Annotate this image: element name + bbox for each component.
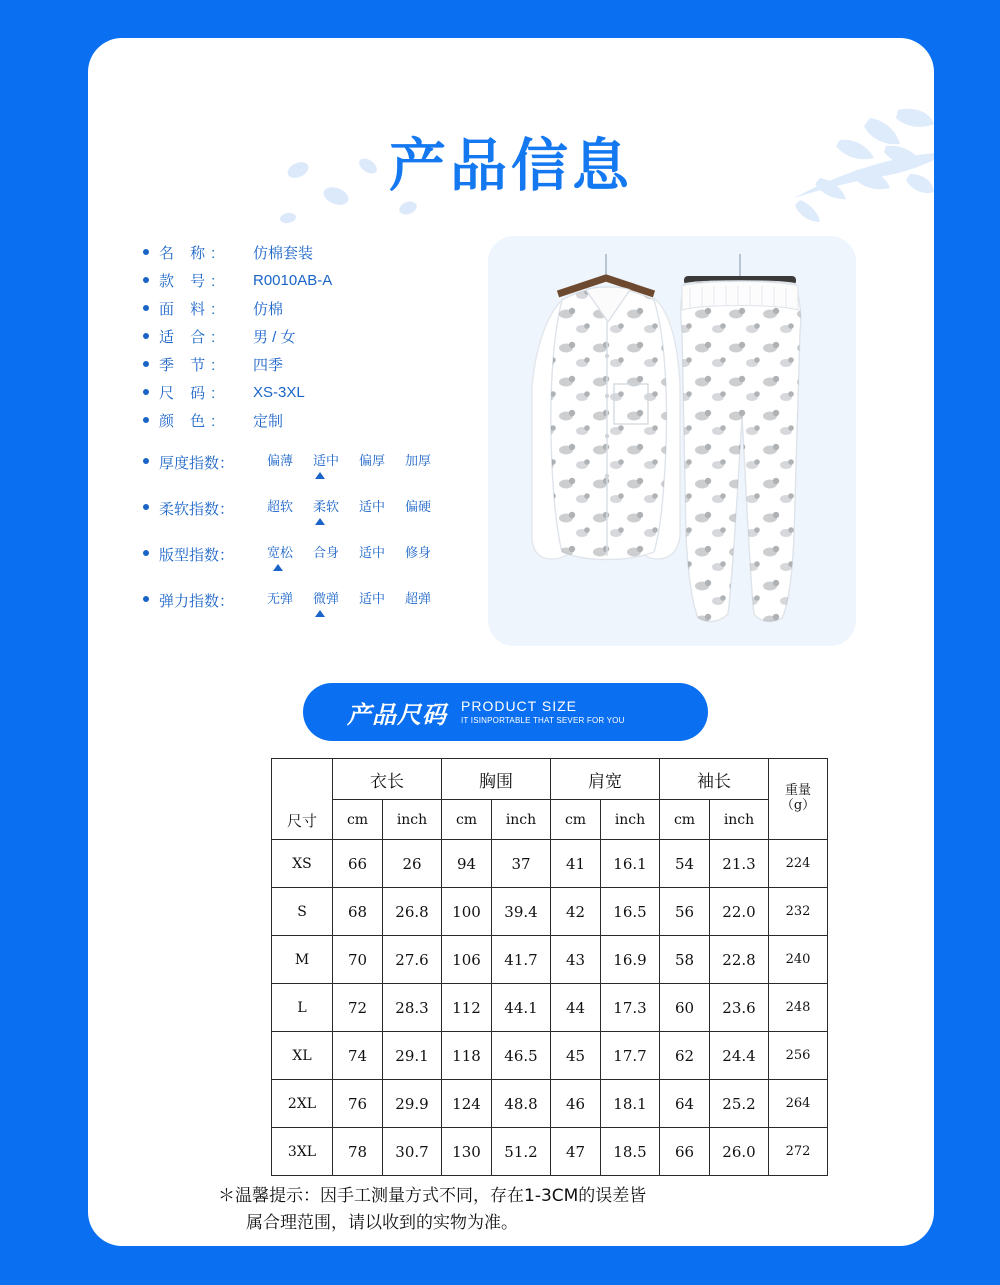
cell: 100 xyxy=(442,888,492,936)
cell: 18.1 xyxy=(601,1080,660,1128)
table-unit-header: inch xyxy=(710,800,769,840)
cell: 22.0 xyxy=(710,888,769,936)
size-banner-title: 产品尺码 xyxy=(347,700,447,729)
weight-header-line2: （g） xyxy=(780,798,816,813)
cell: 26.0 xyxy=(710,1128,769,1176)
spec-row xyxy=(143,294,503,322)
row-weight: 240 xyxy=(769,936,828,984)
bullet-icon xyxy=(143,458,149,464)
cell: 47 xyxy=(551,1128,601,1176)
row-weight: 264 xyxy=(769,1080,828,1128)
index-row-elasticity xyxy=(143,588,543,612)
cell: 130 xyxy=(442,1128,492,1176)
page-title: 产品信息 xyxy=(389,133,633,199)
table-corner-header: 尺寸 xyxy=(272,759,333,840)
row-size: XL xyxy=(272,1032,333,1080)
note-line2: 属合理范围，请以收到的实物为准。 xyxy=(246,1213,518,1234)
index-list xyxy=(143,450,543,634)
spec-label: 面 料: xyxy=(159,300,222,318)
index-row-thickness xyxy=(143,450,543,474)
spec-list xyxy=(143,238,503,434)
table-unit-header: inch xyxy=(601,800,660,840)
spec-row xyxy=(143,350,503,378)
table-unit-header: cm xyxy=(442,800,492,840)
scale-option: 合身 xyxy=(312,545,339,560)
index-scale xyxy=(259,450,439,474)
note-line1: ＊温馨提示：因手工测量方式不同，存在1-3CM的误差皆 xyxy=(218,1186,647,1206)
row-size: L xyxy=(272,984,333,1032)
row-size: XS xyxy=(272,840,333,888)
index-label: 厚度指数： xyxy=(159,455,235,472)
scale-marker-icon xyxy=(315,610,325,617)
table-row xyxy=(272,984,828,1032)
cell: 54 xyxy=(660,840,710,888)
row-weight: 256 xyxy=(769,1032,828,1080)
weight-header-line1: 重量 xyxy=(784,783,811,799)
cell: 29.9 xyxy=(383,1080,442,1128)
bullet-icon xyxy=(143,550,149,556)
row-size: 2XL xyxy=(272,1080,333,1128)
cell: 106 xyxy=(442,936,492,984)
row-weight: 232 xyxy=(769,888,828,936)
spec-value: 仿棉套装 xyxy=(253,244,314,262)
scale-option: 偏厚 xyxy=(358,453,385,468)
cell: 41.7 xyxy=(492,936,551,984)
table-row xyxy=(272,936,828,984)
cell: 60 xyxy=(660,984,710,1032)
scale-option: 偏硬 xyxy=(404,499,431,514)
scale-option: 适中 xyxy=(358,499,385,514)
cell: 46.5 xyxy=(492,1032,551,1080)
cell: 68 xyxy=(333,888,383,936)
scale-marker-icon xyxy=(273,564,283,571)
spec-label: 款 号: xyxy=(159,272,222,290)
spec-label: 季 节: xyxy=(159,356,222,374)
table-group-header: 肩宽 xyxy=(551,759,660,800)
spec-row xyxy=(143,238,503,266)
cell: 51.2 xyxy=(492,1128,551,1176)
cell: 28.3 xyxy=(383,984,442,1032)
scale-option: 超弹 xyxy=(404,591,431,606)
scale-option: 加厚 xyxy=(404,453,431,468)
cell: 66 xyxy=(660,1128,710,1176)
row-size: M xyxy=(272,936,333,984)
index-row-softness xyxy=(143,496,543,520)
cell: 42 xyxy=(551,888,601,936)
cell: 30.7 xyxy=(383,1128,442,1176)
cell: 41 xyxy=(551,840,601,888)
bullet-icon xyxy=(143,389,149,395)
table-row xyxy=(272,1128,828,1176)
table-weight-header xyxy=(769,759,828,840)
cell: 39.4 xyxy=(492,888,551,936)
cell: 44.1 xyxy=(492,984,551,1032)
cell: 29.1 xyxy=(383,1032,442,1080)
cell: 45 xyxy=(551,1032,601,1080)
bullet-icon xyxy=(143,277,149,283)
size-banner-subtitle xyxy=(461,698,625,726)
index-scale xyxy=(259,542,439,566)
cell: 43 xyxy=(551,936,601,984)
spec-row xyxy=(143,378,503,406)
bullet-icon xyxy=(143,333,149,339)
bullet-icon xyxy=(143,361,149,367)
cell: 48.8 xyxy=(492,1080,551,1128)
cell: 66 xyxy=(333,840,383,888)
row-weight: 248 xyxy=(769,984,828,1032)
cell: 22.8 xyxy=(710,936,769,984)
scale-option: 修身 xyxy=(404,545,431,560)
table-unit-header: cm xyxy=(551,800,601,840)
content-card xyxy=(88,38,934,1246)
bullet-icon xyxy=(143,504,149,510)
row-weight: 272 xyxy=(769,1128,828,1176)
cell: 112 xyxy=(442,984,492,1032)
cell: 94 xyxy=(442,840,492,888)
cell: 64 xyxy=(660,1080,710,1128)
spec-value: 四季 xyxy=(253,356,284,374)
scale-option: 适中 xyxy=(312,453,339,468)
product-photo xyxy=(488,236,856,646)
cell: 23.6 xyxy=(710,984,769,1032)
scale-marker-icon xyxy=(315,472,325,479)
size-banner-en-line1: PRODUCT SIZE xyxy=(461,698,577,715)
scale-marker-icon xyxy=(315,518,325,525)
spec-value: 定制 xyxy=(253,412,284,430)
table-unit-header: cm xyxy=(660,800,710,840)
index-scale xyxy=(259,588,439,612)
cell: 21.3 xyxy=(710,840,769,888)
cell: 18.5 xyxy=(601,1128,660,1176)
cell: 26.8 xyxy=(383,888,442,936)
cell: 16.9 xyxy=(601,936,660,984)
bullet-icon xyxy=(143,417,149,423)
cell: 72 xyxy=(333,984,383,1032)
cell: 124 xyxy=(442,1080,492,1128)
cell: 70 xyxy=(333,936,383,984)
spec-label: 尺 码: xyxy=(159,384,222,402)
bullet-icon xyxy=(143,596,149,602)
scale-option: 柔软 xyxy=(312,499,339,514)
table-unit-header: cm xyxy=(333,800,383,840)
cell: 17.7 xyxy=(601,1032,660,1080)
bullet-icon xyxy=(143,249,149,255)
cell: 46 xyxy=(551,1080,601,1128)
measurement-note xyxy=(218,1183,858,1237)
table-group-header: 袖长 xyxy=(660,759,769,800)
cell: 56 xyxy=(660,888,710,936)
scale-option: 无弹 xyxy=(266,591,293,606)
spec-row xyxy=(143,322,503,350)
size-table xyxy=(271,758,828,1176)
spec-row xyxy=(143,406,503,434)
spec-label: 名 称: xyxy=(159,244,222,262)
size-banner-en-line2: IT ISINPORTABLE THAT SEVER FOR YOU xyxy=(461,715,625,725)
table-group-header: 胸围 xyxy=(442,759,551,800)
cell: 26 xyxy=(383,840,442,888)
table-row xyxy=(272,840,828,888)
cell: 17.3 xyxy=(601,984,660,1032)
cell: 58 xyxy=(660,936,710,984)
spec-value: XS-3XL xyxy=(253,383,305,401)
scale-option: 微弹 xyxy=(312,591,339,606)
index-label: 弹力指数： xyxy=(159,593,235,610)
spec-row xyxy=(143,266,503,294)
cell: 62 xyxy=(660,1032,710,1080)
table-unit-header: inch xyxy=(492,800,551,840)
index-label: 版型指数： xyxy=(159,547,235,564)
cell: 27.6 xyxy=(383,936,442,984)
scale-option: 超软 xyxy=(266,499,293,514)
scale-option: 适中 xyxy=(358,591,385,606)
spec-value: R0010AB-A xyxy=(253,271,333,289)
table-row xyxy=(272,1080,828,1128)
cell: 24.4 xyxy=(710,1032,769,1080)
index-scale xyxy=(259,496,439,520)
table-unit-header: inch xyxy=(383,800,442,840)
index-row-fit xyxy=(143,542,543,566)
table-group-header: 衣长 xyxy=(333,759,442,800)
table-row xyxy=(272,1032,828,1080)
scale-option: 偏薄 xyxy=(266,453,293,468)
table-row xyxy=(272,888,828,936)
cell: 44 xyxy=(551,984,601,1032)
cell: 76 xyxy=(333,1080,383,1128)
cell: 16.5 xyxy=(601,888,660,936)
scale-option: 适中 xyxy=(358,545,385,560)
spec-value: 男 / 女 xyxy=(253,328,296,346)
row-weight: 224 xyxy=(769,840,828,888)
index-label: 柔软指数： xyxy=(159,501,235,518)
spec-label: 适 合: xyxy=(159,328,222,346)
cell: 74 xyxy=(333,1032,383,1080)
spec-label: 颜 色: xyxy=(159,412,222,430)
spec-value: 仿棉 xyxy=(253,300,284,318)
bullet-icon xyxy=(143,305,149,311)
size-section-banner xyxy=(303,683,708,741)
row-size: 3XL xyxy=(272,1128,333,1176)
scale-option: 宽松 xyxy=(266,545,293,560)
cell: 78 xyxy=(333,1128,383,1176)
cell: 118 xyxy=(442,1032,492,1080)
row-size: S xyxy=(272,888,333,936)
cell: 25.2 xyxy=(710,1080,769,1128)
cell: 16.1 xyxy=(601,840,660,888)
cell: 37 xyxy=(492,840,551,888)
